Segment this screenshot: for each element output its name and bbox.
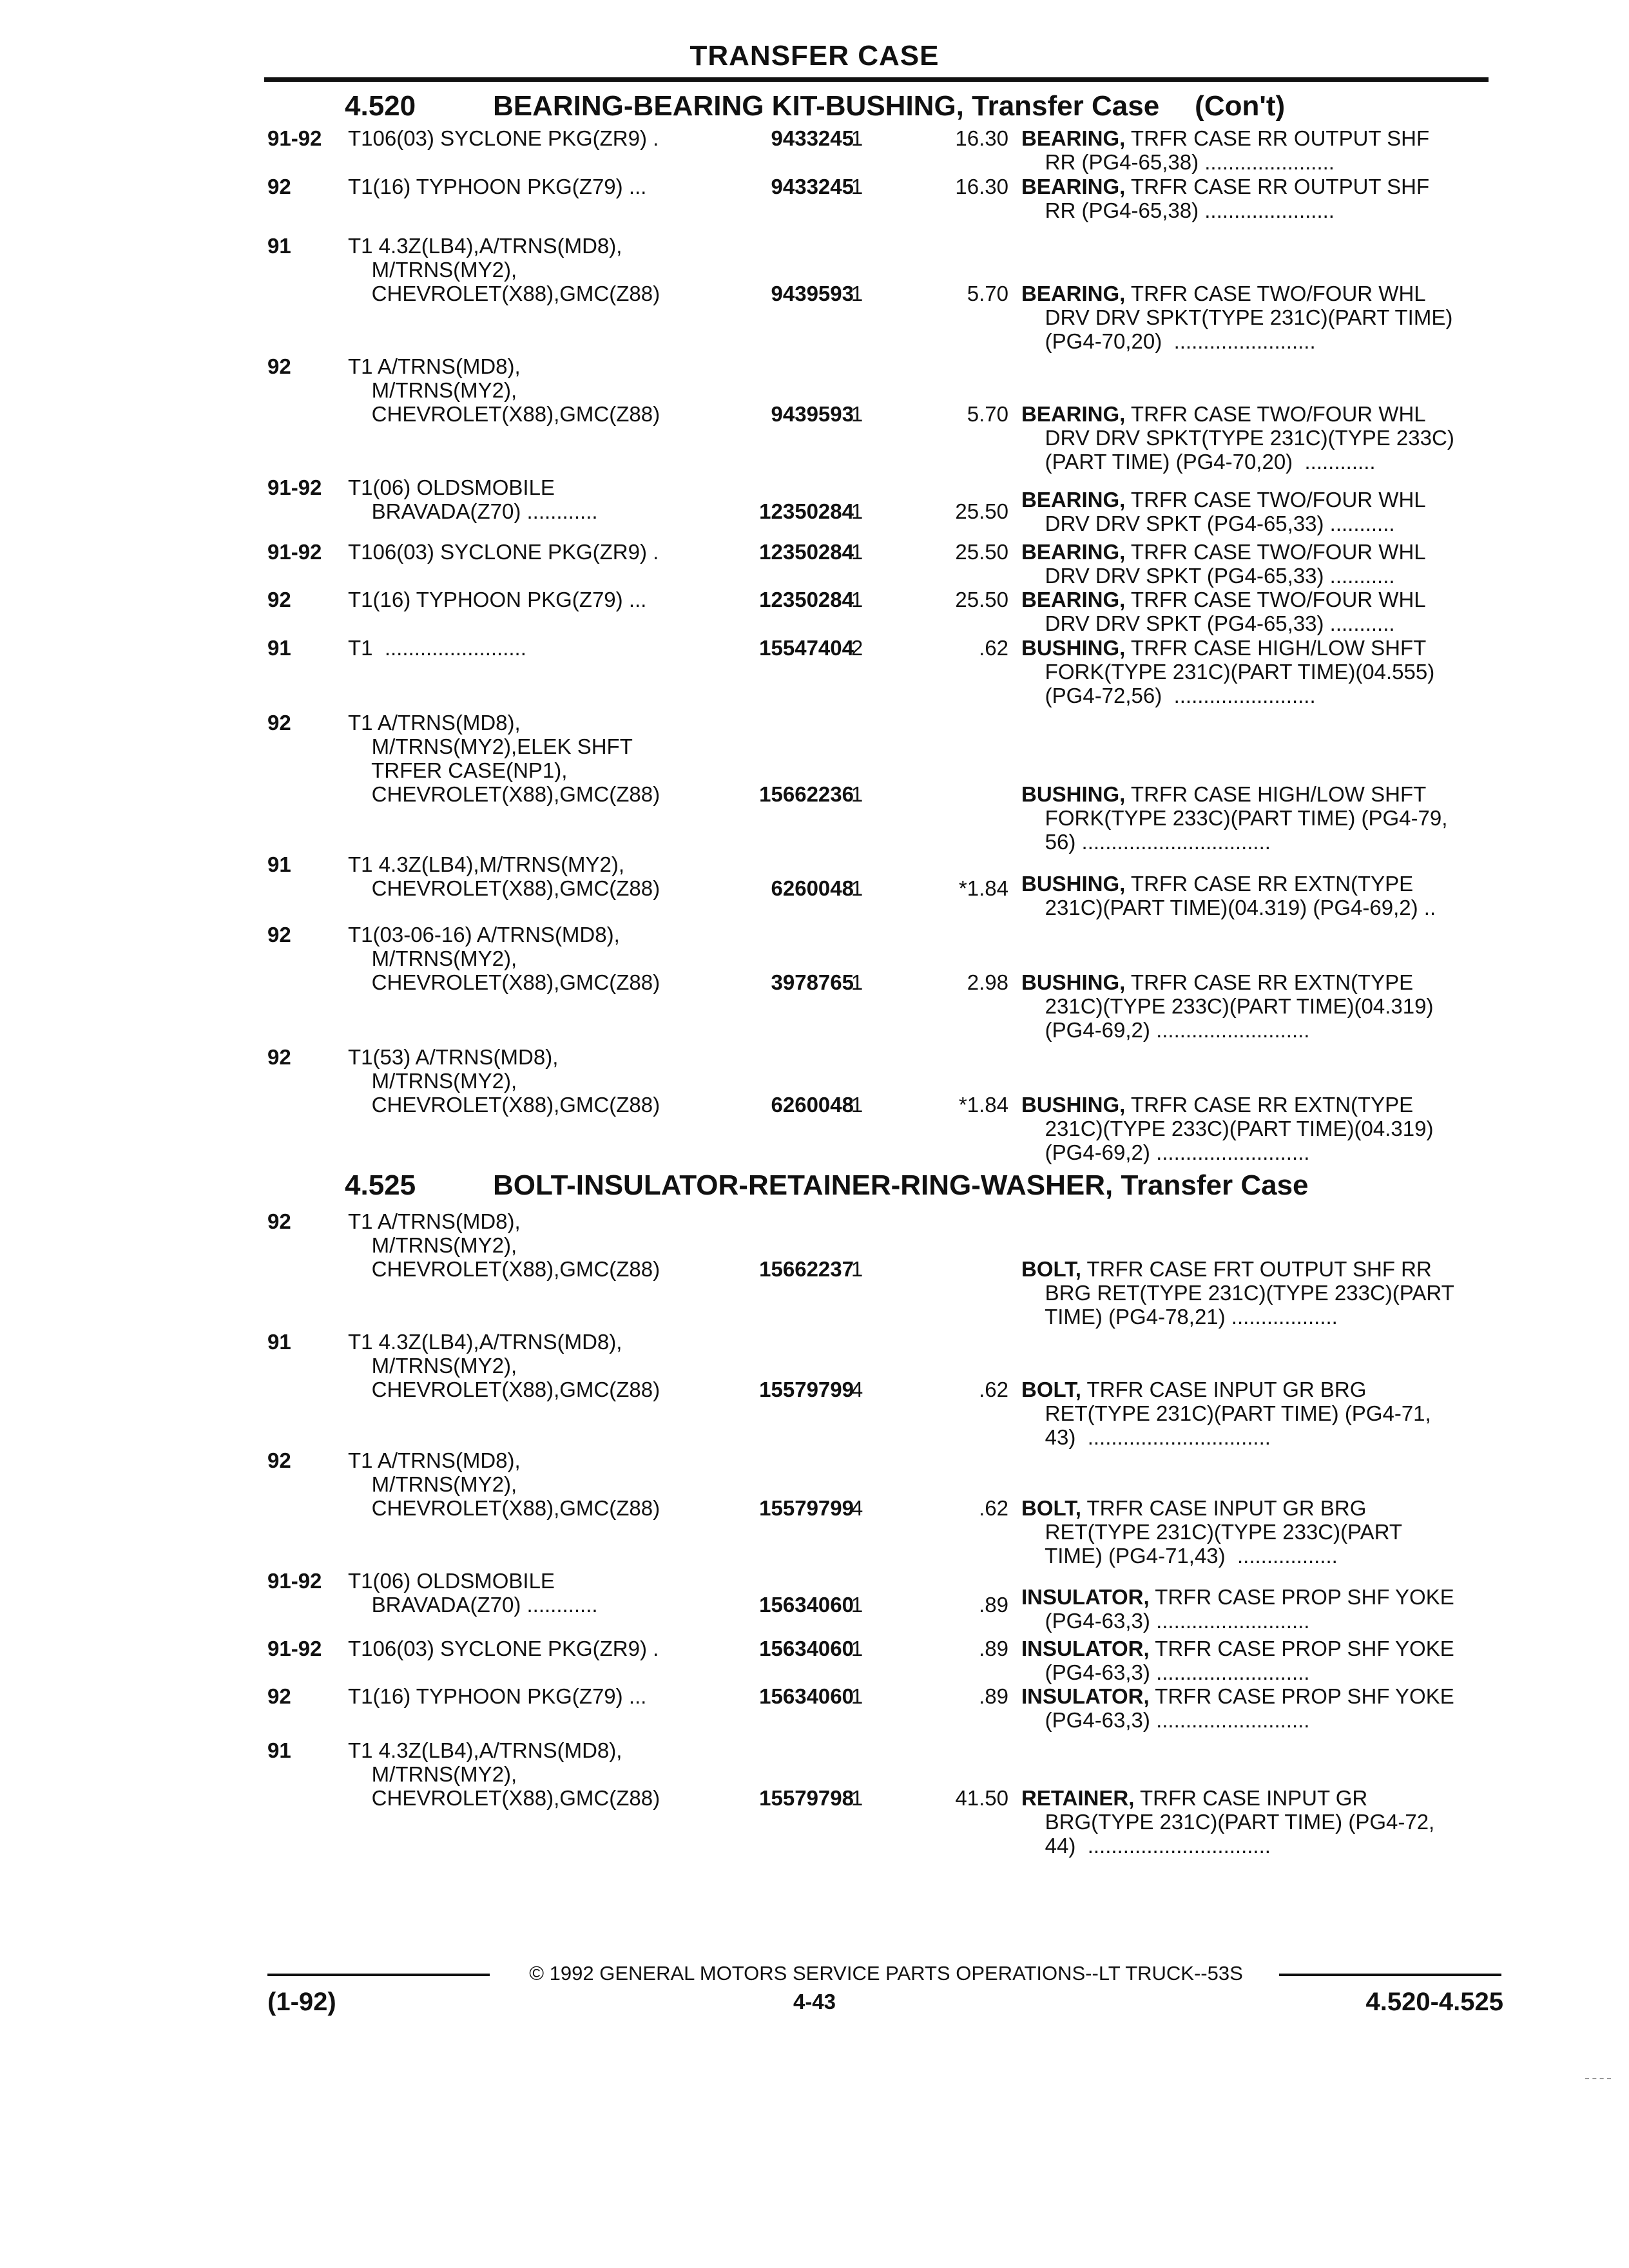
quantity: 1	[851, 1786, 863, 1810]
quantity: 1	[851, 876, 863, 900]
model-year: 92	[267, 1684, 291, 1708]
part-number: 6260048	[771, 1093, 854, 1117]
part-name: RETAINER,	[1021, 1786, 1135, 1810]
model-year: 92	[267, 1209, 291, 1233]
part-name: BEARING,	[1021, 126, 1126, 150]
application: T1(53) A/TRNS(MD8), M/TRNS(MY2), CHEVROLET(X88),GMC(Z88)	[348, 1045, 660, 1117]
part-detail: TRFR CASE RR EXTN(TYPE 231C)(TYPE 233C)(PART TIME)(04.319) (PG4-69,2) ..........................	[1045, 1093, 1434, 1164]
description	[1021, 970, 1498, 1042]
section-continued: (Con't)	[1195, 90, 1286, 122]
part-detail: TRFR CASE INPUT GR BRG RET(TYPE 231C)(PART TIME) (PG4-71, 43) ...............................	[1045, 1378, 1431, 1449]
application: T106(03) SYCLONE PKG(ZR9) .	[348, 126, 659, 150]
application: T1 4.3Z(LB4),A/TRNS(MD8), M/TRNS(MY2), CHEVROLET(X88),GMC(Z88)	[348, 1738, 660, 1810]
part-detail: TRFR CASE TWO/FOUR WHL DRV DRV SPKT(TYPE 231C)(PART TIME) (PG4-70,20) ........................	[1045, 282, 1453, 353]
part-detail: TRFR CASE PROP SHF YOKE (PG4-63,3) ..........................	[1045, 1637, 1454, 1684]
footer-rule-right	[1279, 1974, 1501, 1976]
description	[1021, 126, 1498, 174]
model-year: 92	[267, 175, 291, 198]
application: T1 4.3Z(LB4),M/TRNS(MY2), CHEVROLET(X88),GMC(Z88)	[348, 852, 660, 900]
list-item	[267, 1330, 1501, 1449]
quantity: 1	[851, 782, 863, 806]
part-number: 12350284	[759, 588, 854, 611]
footer-copyright-line	[267, 1962, 1501, 1988]
application: T1(16) TYPHOON PKG(Z79) ...	[348, 1684, 647, 1708]
list-item	[267, 1448, 1501, 1568]
description	[1021, 636, 1498, 707]
price: 41.50	[955, 1786, 1008, 1810]
price: *1.84	[958, 1093, 1008, 1117]
model-year: 91	[267, 1738, 291, 1762]
section-number: 4.525	[345, 1169, 416, 1201]
section-heading	[345, 1169, 1344, 1202]
part-name: BOLT,	[1021, 1378, 1081, 1401]
application: T1 A/TRNS(MD8), M/TRNS(MY2), CHEVROLET(X88),GMC(Z88)	[348, 354, 660, 426]
application: T1 4.3Z(LB4),A/TRNS(MD8), M/TRNS(MY2), CHEVROLET(X88),GMC(Z88)	[348, 234, 660, 305]
description	[1021, 1378, 1498, 1449]
price: 5.70	[967, 282, 1008, 305]
part-detail: TRFR CASE RR EXTN(TYPE 231C)(TYPE 233C)(PART TIME)(04.319) (PG4-69,2) ..........................	[1045, 970, 1434, 1042]
model-year: 91	[267, 852, 291, 876]
part-name: BUSHING,	[1021, 1093, 1126, 1117]
part-number: 12350284	[759, 499, 854, 523]
part-number: 9439593	[771, 402, 854, 426]
quantity: 1	[851, 1257, 863, 1281]
price: .62	[979, 1496, 1008, 1520]
part-number: 15579798	[759, 1786, 854, 1810]
description	[1021, 1684, 1498, 1732]
description	[1021, 1257, 1498, 1329]
application: T1(16) TYPHOON PKG(Z79) ...	[348, 588, 647, 611]
header-rule	[264, 77, 1489, 82]
description	[1021, 175, 1498, 222]
part-detail: TRFR CASE RR OUTPUT SHF RR (PG4-65,38) ......................	[1045, 126, 1430, 174]
application: T1 A/TRNS(MD8), M/TRNS(MY2), CHEVROLET(X88),GMC(Z88)	[348, 1209, 660, 1281]
part-name: BEARING,	[1021, 175, 1126, 198]
list-item	[267, 540, 1501, 588]
part-detail: TRFR CASE TWO/FOUR WHL DRV DRV SPKT (PG4-65,33) ...........	[1045, 540, 1426, 588]
part-detail: TRFR CASE RR EXTN(TYPE 231C)(PART TIME)(04.319) (PG4-69,2) ..	[1045, 872, 1436, 919]
part-detail: TRFR CASE INPUT GR BRG(TYPE 231C)(PART TIME) (PG4-72, 44) ...............................	[1045, 1786, 1435, 1858]
model-year: 92	[267, 354, 291, 378]
price: .89	[979, 1593, 1008, 1617]
price: 2.98	[967, 970, 1008, 994]
part-number: 15634060	[759, 1637, 854, 1660]
part-name: BEARING,	[1021, 402, 1126, 426]
footer-rule-left	[267, 1974, 490, 1976]
revision-date: (1-92)	[267, 1988, 336, 2016]
part-name: BUSHING,	[1021, 636, 1126, 660]
quantity: 1	[851, 1637, 863, 1660]
part-name: BEARING,	[1021, 282, 1126, 305]
price: 25.50	[955, 499, 1008, 523]
quantity: 1	[851, 588, 863, 611]
application: T1 4.3Z(LB4),A/TRNS(MD8), M/TRNS(MY2), CHEVROLET(X88),GMC(Z88)	[348, 1330, 660, 1401]
quantity: 1	[851, 175, 863, 198]
description	[1021, 782, 1498, 854]
quantity: 1	[851, 282, 863, 305]
description	[1021, 402, 1498, 474]
part-name: INSULATOR,	[1021, 1684, 1150, 1708]
copyright-text: © 1992 GENERAL MOTORS SERVICE PARTS OPERATIONS--LT TRUCK--53S	[529, 1962, 1243, 1984]
price: .89	[979, 1684, 1008, 1708]
model-year: 92	[267, 923, 291, 947]
part-detail: TRFR CASE HIGH/LOW SHFT FORK(TYPE 231C)(PART TIME)(04.555) (PG4-72,56) ........................	[1045, 636, 1435, 707]
part-number: 15662237	[759, 1257, 854, 1281]
list-item	[267, 1738, 1501, 1858]
price: 16.30	[955, 175, 1008, 198]
application: T106(03) SYCLONE PKG(ZR9) .	[348, 1637, 659, 1660]
part-number: 9439593	[771, 282, 854, 305]
quantity: 1	[851, 970, 863, 994]
quantity: 1	[851, 540, 863, 564]
application: T1(03-06-16) A/TRNS(MD8), M/TRNS(MY2), CHEVROLET(X88),GMC(Z88)	[348, 923, 660, 994]
price: .89	[979, 1637, 1008, 1660]
part-number: 9433245	[771, 175, 854, 198]
part-number: 15662236	[759, 782, 854, 806]
part-name: BUSHING,	[1021, 970, 1126, 994]
list-item	[267, 1045, 1501, 1164]
application: T1 A/TRNS(MD8), M/TRNS(MY2), CHEVROLET(X88),GMC(Z88)	[348, 1448, 660, 1520]
quantity: 1	[851, 499, 863, 523]
part-detail: TRFR CASE TWO/FOUR WHL DRV DRV SPKT (PG4-65,33) ...........	[1045, 488, 1426, 535]
part-number: 6260048	[771, 876, 854, 900]
model-year: 91	[267, 636, 291, 660]
quantity: 1	[851, 1093, 863, 1117]
price: 5.70	[967, 402, 1008, 426]
model-year: 91-92	[267, 1569, 322, 1593]
model-year: 92	[267, 588, 291, 611]
application: T1 ........................	[348, 636, 526, 660]
quantity: 1	[851, 126, 863, 150]
page-number: 4-43	[793, 1990, 836, 2013]
part-number: 15579799	[759, 1496, 854, 1520]
model-year: 91-92	[267, 476, 322, 499]
part-name: BEARING,	[1021, 540, 1126, 564]
description	[1021, 1093, 1498, 1164]
list-item	[267, 1684, 1501, 1732]
description	[1021, 1786, 1498, 1858]
quantity: 4	[851, 1496, 863, 1520]
section-title: BOLT-INSULATOR-RETAINER-RING-WASHER, Transfer Case	[493, 1169, 1309, 1201]
description	[1021, 872, 1498, 919]
price: 25.50	[955, 588, 1008, 611]
part-name: BOLT,	[1021, 1496, 1081, 1520]
quantity: 1	[851, 1593, 863, 1617]
quantity: 1	[851, 1684, 863, 1708]
description	[1021, 1637, 1498, 1684]
section-heading	[345, 90, 1285, 122]
list-item	[267, 636, 1501, 707]
price: 16.30	[955, 126, 1008, 150]
description	[1021, 1585, 1498, 1633]
list-item	[267, 1209, 1501, 1329]
quantity: 2	[851, 636, 863, 660]
description	[1021, 488, 1498, 535]
application: T1(06) OLDSMOBILE BRAVADA(Z70) ............	[348, 1569, 598, 1617]
description	[1021, 1496, 1498, 1568]
description	[1021, 282, 1498, 353]
model-year: 91-92	[267, 126, 322, 150]
application: T1(06) OLDSMOBILE BRAVADA(Z70) ............	[348, 476, 598, 523]
price: .62	[979, 636, 1008, 660]
part-name: BEARING,	[1021, 588, 1126, 611]
list-item	[267, 126, 1501, 174]
part-number: 15634060	[759, 1593, 854, 1617]
part-name: BEARING,	[1021, 488, 1126, 512]
part-detail: TRFR CASE TWO/FOUR WHL DRV DRV SPKT (PG4-65,33) ...........	[1045, 588, 1426, 635]
model-year: 92	[267, 1448, 291, 1472]
part-detail: TRFR CASE INPUT GR BRG RET(TYPE 231C)(TYPE 233C)(PART TIME) (PG4-71,43) .................	[1045, 1496, 1403, 1568]
model-year: 92	[267, 711, 291, 735]
part-name: INSULATOR,	[1021, 1637, 1150, 1660]
part-name: BUSHING,	[1021, 872, 1126, 896]
quantity: 1	[851, 402, 863, 426]
application: T106(03) SYCLONE PKG(ZR9) .	[348, 540, 659, 564]
application: T1(16) TYPHOON PKG(Z79) ...	[348, 175, 647, 198]
application: T1 A/TRNS(MD8), M/TRNS(MY2),ELEK SHFT TRFER CASE(NP1), CHEVROLET(X88),GMC(Z88)	[348, 711, 660, 806]
part-detail: TRFR CASE TWO/FOUR WHL DRV DRV SPKT(TYPE 231C)(TYPE 233C) (PART TIME) (PG4-70,20) ............	[1045, 402, 1454, 474]
part-detail: TRFR CASE HIGH/LOW SHFT FORK(TYPE 233C)(PART TIME) (PG4-79, 56) ................................	[1045, 782, 1448, 854]
section-range: 4.520-4.525	[1365, 1988, 1503, 2016]
model-year: 92	[267, 1045, 291, 1069]
list-item	[267, 852, 1501, 919]
part-number: 3978765	[771, 970, 854, 994]
model-year: 91	[267, 1330, 291, 1354]
part-number: 15547404	[759, 636, 854, 660]
part-number: 12350284	[759, 540, 854, 564]
scan-mark	[1585, 2078, 1611, 2079]
description	[1021, 540, 1498, 588]
list-item	[267, 234, 1501, 353]
part-detail: TRFR CASE PROP SHF YOKE (PG4-63,3) ..........................	[1045, 1684, 1454, 1732]
model-year: 91-92	[267, 1637, 322, 1660]
part-name: BUSHING,	[1021, 782, 1126, 806]
price: .62	[979, 1378, 1008, 1401]
model-year: 91-92	[267, 540, 322, 564]
price: *1.84	[958, 876, 1008, 900]
part-name: INSULATOR,	[1021, 1585, 1150, 1609]
page-title: TRANSFER CASE	[689, 40, 940, 72]
model-year: 91	[267, 234, 291, 258]
quantity: 4	[851, 1378, 863, 1401]
section-title: BEARING-BEARING KIT-BUSHING, Transfer Case	[493, 90, 1160, 122]
part-detail: TRFR CASE FRT OUTPUT SHF RR BRG RET(TYPE 231C)(TYPE 233C)(PART TIME) (PG4-78,21) ..................	[1045, 1257, 1454, 1329]
part-detail: TRFR CASE RR OUTPUT SHF RR (PG4-65,38) ......................	[1045, 175, 1430, 222]
price: 25.50	[955, 540, 1008, 564]
part-number: 9433245	[771, 126, 854, 150]
section-number: 4.520	[345, 90, 416, 122]
part-number: 15634060	[759, 1684, 854, 1708]
list-item	[267, 1569, 1501, 1633]
list-item	[267, 354, 1501, 474]
part-name: BOLT,	[1021, 1257, 1081, 1281]
part-detail: TRFR CASE PROP SHF YOKE (PG4-63,3) ..........................	[1045, 1585, 1454, 1633]
part-number: 15579799	[759, 1378, 854, 1401]
description	[1021, 588, 1498, 635]
